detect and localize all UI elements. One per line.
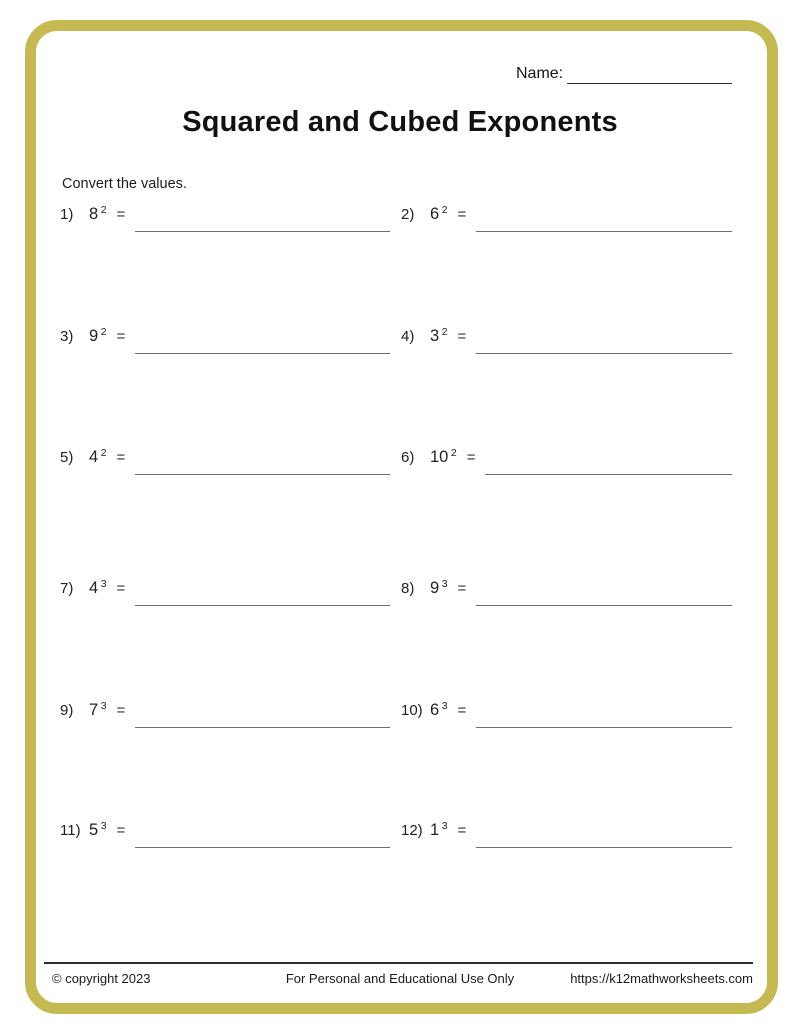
problem-number: 6) — [401, 449, 415, 466]
problem-2 — [401, 205, 732, 232]
problem-base: 1 — [430, 821, 440, 839]
problem-base: 3 — [430, 327, 440, 345]
answer-blank[interactable] — [135, 448, 390, 475]
equals-sign: = — [116, 206, 126, 223]
footer-usage-note: For Personal and Educational Use Only — [285, 971, 515, 986]
equals-sign: = — [116, 449, 126, 466]
answer-blank[interactable] — [485, 448, 732, 475]
problem-9 — [60, 701, 390, 728]
name-input-line[interactable] — [567, 61, 732, 84]
answer-blank[interactable] — [135, 701, 390, 728]
problem-base: 6 — [430, 701, 440, 719]
problem-11 — [60, 821, 390, 848]
problem-number: 11) — [60, 822, 81, 839]
answer-blank[interactable] — [476, 205, 732, 232]
problem-7 — [60, 579, 390, 606]
answer-blank[interactable] — [135, 821, 390, 848]
answer-blank[interactable] — [476, 701, 732, 728]
equals-sign: = — [466, 449, 476, 466]
problem-base: 4 — [89, 579, 99, 597]
problem-4 — [401, 327, 732, 354]
equals-sign: = — [116, 702, 126, 719]
instructions-text: Convert the values. — [62, 176, 187, 192]
problem-exponent: 3 — [441, 700, 448, 712]
problem-base: 9 — [430, 579, 440, 597]
answer-blank[interactable] — [135, 205, 390, 232]
equals-sign: = — [457, 206, 467, 223]
problem-12 — [401, 821, 732, 848]
problem-exponent: 3 — [441, 820, 448, 832]
problem-base: 4 — [89, 448, 99, 466]
equals-sign: = — [116, 580, 126, 597]
problem-number: 12) — [401, 822, 423, 839]
name-label: Name: — [516, 65, 564, 82]
equals-sign: = — [116, 328, 126, 345]
problem-base: 10 — [430, 448, 449, 466]
problem-base: 6 — [430, 205, 440, 223]
problem-exponent: 2 — [100, 326, 107, 338]
answer-blank[interactable] — [135, 579, 390, 606]
problem-number: 3) — [60, 328, 74, 345]
problem-base: 7 — [89, 701, 99, 719]
problem-5 — [60, 448, 390, 475]
equals-sign: = — [457, 822, 467, 839]
problem-base: 9 — [89, 327, 99, 345]
equals-sign: = — [457, 702, 467, 719]
problem-base: 5 — [89, 821, 99, 839]
equals-sign: = — [116, 822, 126, 839]
footer-url-link[interactable]: https://k12mathworksheets.com — [570, 971, 753, 986]
problem-exponent: 3 — [100, 578, 107, 590]
answer-blank[interactable] — [476, 821, 732, 848]
answer-blank[interactable] — [476, 579, 732, 606]
problem-10 — [401, 701, 732, 728]
problem-number: 8) — [401, 580, 415, 597]
problem-1 — [60, 205, 390, 232]
problem-exponent: 3 — [100, 820, 107, 832]
page-border-frame — [25, 20, 778, 1014]
problem-exponent: 2 — [100, 447, 107, 459]
problem-8 — [401, 579, 732, 606]
problem-exponent: 3 — [100, 700, 107, 712]
answer-blank[interactable] — [135, 327, 390, 354]
footer-divider — [44, 962, 753, 964]
problem-exponent: 2 — [450, 447, 457, 459]
equals-sign: = — [457, 328, 467, 345]
problem-number: 2) — [401, 206, 415, 223]
worksheet-title: Squared and Cubed Exponents — [182, 106, 618, 138]
problem-number: 9) — [60, 702, 74, 719]
equals-sign: = — [457, 580, 467, 597]
problem-number: 5) — [60, 449, 74, 466]
problem-number: 7) — [60, 580, 74, 597]
answer-blank[interactable] — [476, 327, 732, 354]
problem-3 — [60, 327, 390, 354]
problem-base: 8 — [89, 205, 99, 223]
problem-exponent: 2 — [441, 326, 448, 338]
problem-number: 10) — [401, 702, 423, 719]
problem-6 — [401, 448, 732, 475]
name-field-row — [516, 61, 732, 84]
problem-number: 4) — [401, 328, 415, 345]
problem-exponent: 3 — [441, 578, 448, 590]
problem-exponent: 2 — [100, 204, 107, 216]
footer-copyright: © copyright 2023 — [52, 971, 151, 986]
problem-exponent: 2 — [441, 204, 448, 216]
problem-number: 1) — [60, 206, 74, 223]
